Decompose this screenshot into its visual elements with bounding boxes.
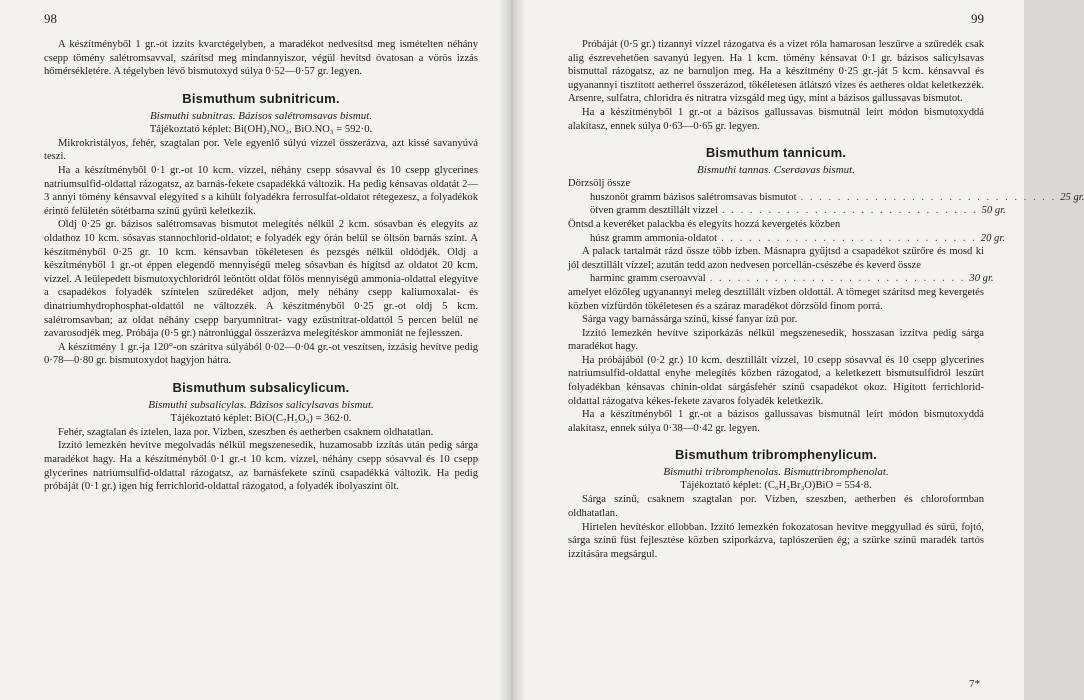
paragraph: Hirtelen hevítéskor ellobban. Izzító lemezkén fokozatosan hevítve meggyullad és sűrű, fojtó, sárga színű füst fejlesztése közben sziporkázva, taplószerűen ég; a szürke színű maradék tartós izzítására megsárgul. xyxy=(568,521,984,560)
recipe-quantity: 20 gr. xyxy=(980,232,1005,244)
page-number-left: 98 xyxy=(44,11,57,26)
paragraph: Mikrokristályos, fehér, szagtalan por. Vele egyenlő súlyú vízzel összerázva, azt kissé savanyúvá teszi. xyxy=(44,137,478,163)
leader-dots: . . . . . . . . . . . . . . . . . . . . . . . . . . . . xyxy=(721,205,978,217)
recipe-line xyxy=(568,232,1005,246)
leader-dots: . . . . . . . . . . . . . . . . . . . . . . . . . . . . xyxy=(709,273,966,285)
section-formula: Tájékoztató képlet: (C₆H₂Br₃O)BiO = 554·8. xyxy=(680,480,872,492)
recipe-line xyxy=(568,191,1084,205)
paragraph: Fehér, szagtalan és íztelen, laza por. Vízben, szeszben és aetherben csaknem oldhatatlan. xyxy=(58,426,434,438)
recipe-line xyxy=(568,204,1006,218)
paragraph: Sárga színű, csaknem szagtalan por. Vízben, szeszben, aetherben és chloroformban oldhatatlan. xyxy=(568,494,984,520)
recipe-item: huszonöt gramm bázisos salétromsavas bismutot xyxy=(590,191,797,203)
paragraph: Oldj 0·25 gr. bázisos salétromsavas bismutot melegítés nélkül 2 kcm. sósavban és elegyíts az oldathoz 10 kcm. sósavas stannochlorid-oldatot; e folyadék egy órán belül se öltsön barnás színt. A készítményből 0·25 gr. 10 kcm. kénsavban tökéletesen és pezsgés nélkül oldódjék. Oldj a készítményből 1 gr.-ot éppen elegendő mennyiségű meleg sósavban és hígítsd az oldatot 20 kcm. vízzel. A leülepedett bismutoxychloridról leöntött oldat fölös mennyiségű ammonia-oldattal elegyítve a csapadékos folyadék színtelen szűredéket adjon, mely néhány csepp kaliumoxalat- és dinatriumhydrophosphat-oldattól ne változzék. A készítményből 0·25 gr.-ot oldj 5 kcm. salétromsavban; az oldat néhány csepp baryumnitrat- vagy ezüstnitrat-oldattól 5 percen belül ne zavarosodjék meg. Próbája (0·5 gr.) nátronlúggal összerázva melegítéskor ammoniát ne fejlesszen. xyxy=(44,219,478,340)
section-title-bismuthum-tannicum: Bismuthum tannicum. xyxy=(705,145,847,161)
paragraph: Izzító lemezkén hevítve sziporkázás nélkül megszenesedik, hosszasan izzítva pedig sárga maradékot hagy. xyxy=(568,327,984,353)
paragraph: Ha próbájából (0·2 gr.) 10 kcm. desztillált vízzel, 10 csepp sósavval és 10 csepp glycerines natriumsulfid-oldattal enyhe melegítés közben rázogatod, a keletkezett bismutsulfidról leszűrt folyadékban kénsavas chinin-oldat sárgásfehér színű csapadékot okoz. Hígított ferrichlorid-oldattal rázogatva kékes-fekete zavaros folyadék keletkezik. xyxy=(568,354,984,407)
recipe-item: húsz gramm ammonia-oldatot xyxy=(590,232,718,244)
paragraph: A készítményből 1 gr.-ot izzíts kvarctégelyben, a maradékot nedvesítsd meg ismételten néhány csepp tömény salétromsavval, szárítsd meg mindannyiszor, végül hevítsd óvatosan a vörös izzás hőmérsékletére. A tégelyben lévő bismutoxyd súlya 0·52—0·57 gr. legyen. xyxy=(44,39,478,78)
section-synonyms: Bismuthi tribromphenolas. Bismuttribromphenolat. xyxy=(663,466,889,479)
paragraph: Ha a készítményből 0·1 gr.-ot 10 kcm. vízzel, néhány csepp sósavval és 10 csepp glycerines natriumsulfid-oldattal rázogatsz, az barnás-fekete csapadékká változik. Ha pedig kénsavas oldatát 2—3 annyi tömény kénsavval elegyíted s a kihűlt folyadékra ferrosulfat-oldatot rétegezesz, a folyadékok érintő felületén sötétbarna színű gyűrű keletkezik. xyxy=(44,164,478,217)
paragraph: Ha a készítményből 1 gr.-ot a bázisos gallussavas bismutnál leírt módon bismutoxyddá alakítasz, ennek súlya 0·38—0·42 gr. legyen. xyxy=(568,409,984,434)
section-synonyms: Bismuthi subsalicylas. Bázisos salicylsavas bismut. xyxy=(148,398,374,411)
paragraph: Sárga vagy barnássárga színű, kissé fanyar ízű por. xyxy=(582,314,798,326)
recipe-item: ötven gramm desztillált vizzel xyxy=(590,205,718,217)
section-title-bismuthum-subnitricum: Bismuthum subnitricum. xyxy=(182,90,340,106)
page-number-right: 99 xyxy=(971,11,984,26)
section-synonyms: Bismuthi subnitras. Bázisos salétromsavas bismut. xyxy=(149,109,373,122)
recipe-intro: Dörzsölj össze xyxy=(568,178,631,190)
section-formula: Tájékoztató képlet: BiO(C₇H₅O₃) = 362·0. xyxy=(170,412,352,424)
recipe-item: harminc gramm cserσavval xyxy=(590,273,706,285)
recipe-instruction: Öntsd a keveréket palackba és elegyíts hozzá kevergetés közben xyxy=(568,218,841,230)
section-synonyms: Bismuthi tannas. Cserσavas bismut. xyxy=(697,164,855,177)
right-page xyxy=(512,0,1084,700)
recipe-quantity: 25 gr. xyxy=(1060,191,1084,203)
left-page xyxy=(0,0,512,700)
section-title-bismuthum-tribromphenylicum: Bismuthum tribromphenylicum. xyxy=(674,447,878,463)
paragraph: amelyet előzőleg ugyanannyi meleg desztillált vízben oldottál. A tömeget szárítsd meg kevergetés közben vízfürdőn tökéletesen és a száraz maradékot dörzsöld finom porrá. xyxy=(568,286,984,312)
leader-dots: . . . . . . . . . . . . . . . . . . . . . . . . . . . . xyxy=(800,191,1057,203)
paragraph: Próbáját (0·5 gr.) tizannyi vízzel rázogatva és a vizet róla hamarosan leszűrve a szűredék csak alig észrevehetően savanyú legyen. Ha 1 kcm. tömény kénsavat 0·1 gr. bázisos salicylsavas bismuttal rázogatsz, az ne barnuljon meg. Ha a készítmény 0·25 gr.-ját 5 kcm. kénsavval és ugyanannyi tisztított aetherrel összerázod, tökéletesen átlátszó vizes és aetheres oldat keletkezzék. Arsenre, sulfatra, chloridra és nitratra vizsgáld meg úgy, mint a bázisos gallussavas bismutot. xyxy=(568,39,984,105)
paragraph: Ha a készítményből 1 gr.-ot a bázisos gallussavas bismutnál leírt módon bismutoxyddá alakítasz, ennek súlya 0·63—0·65 gr. legyen. xyxy=(568,106,984,132)
paragraph: A palack tartalmát rázd össze több ízben. Másnapra gyűjtsd a csapadékot szűrőre és mosd ki jól desztillált vízzel; azután tedd azon nedvesen porcellán-csészébe és keverd össze xyxy=(568,246,984,271)
recipe-line xyxy=(568,272,994,286)
paragraph: Izzító lemezkén hevítve megolvadás nélkül megszenesedik, huzamosabb izzítás után pedig sárga maradékot hagy. Ha a készítményből 0·1 gr.-t 10 kcm. vízzel, néhány csepp sósavval és 10 csepp glycerines natriumsulfid-oldattal rázogatsz, az barnásfekete színű csapadékká változik. Ha pedig próbáját (0·1 gr.) igen híg ferrichlorid-oldattal rázogatod, a folyadék ibolyaszínt ölt. xyxy=(44,440,478,493)
leader-dots: . . . . . . . . . . . . . . . . . . . . . . . . . . . . xyxy=(721,232,977,244)
paragraph: A készítmény 1 gr.-ja 120°-on szárítva súlyából 0·02—0·04 gr.-ot veszítsen, izzásig hevítve pedig 0·78—0·80 gr. bismutoxydot hagyjon hátra. xyxy=(44,341,478,367)
recipe-quantity: 30 gr. xyxy=(969,273,994,285)
section-title-bismuthum-subsalicylicum: Bismuthum subsalicylicum. xyxy=(172,379,350,395)
section-formula: Tájékoztató képlet: Bi(OH)₂NO₃, BiO.NO₃ = 592·0. xyxy=(149,123,373,135)
signature-mark: 7* xyxy=(969,678,980,690)
recipe-quantity: 50 gr. xyxy=(981,205,1006,217)
